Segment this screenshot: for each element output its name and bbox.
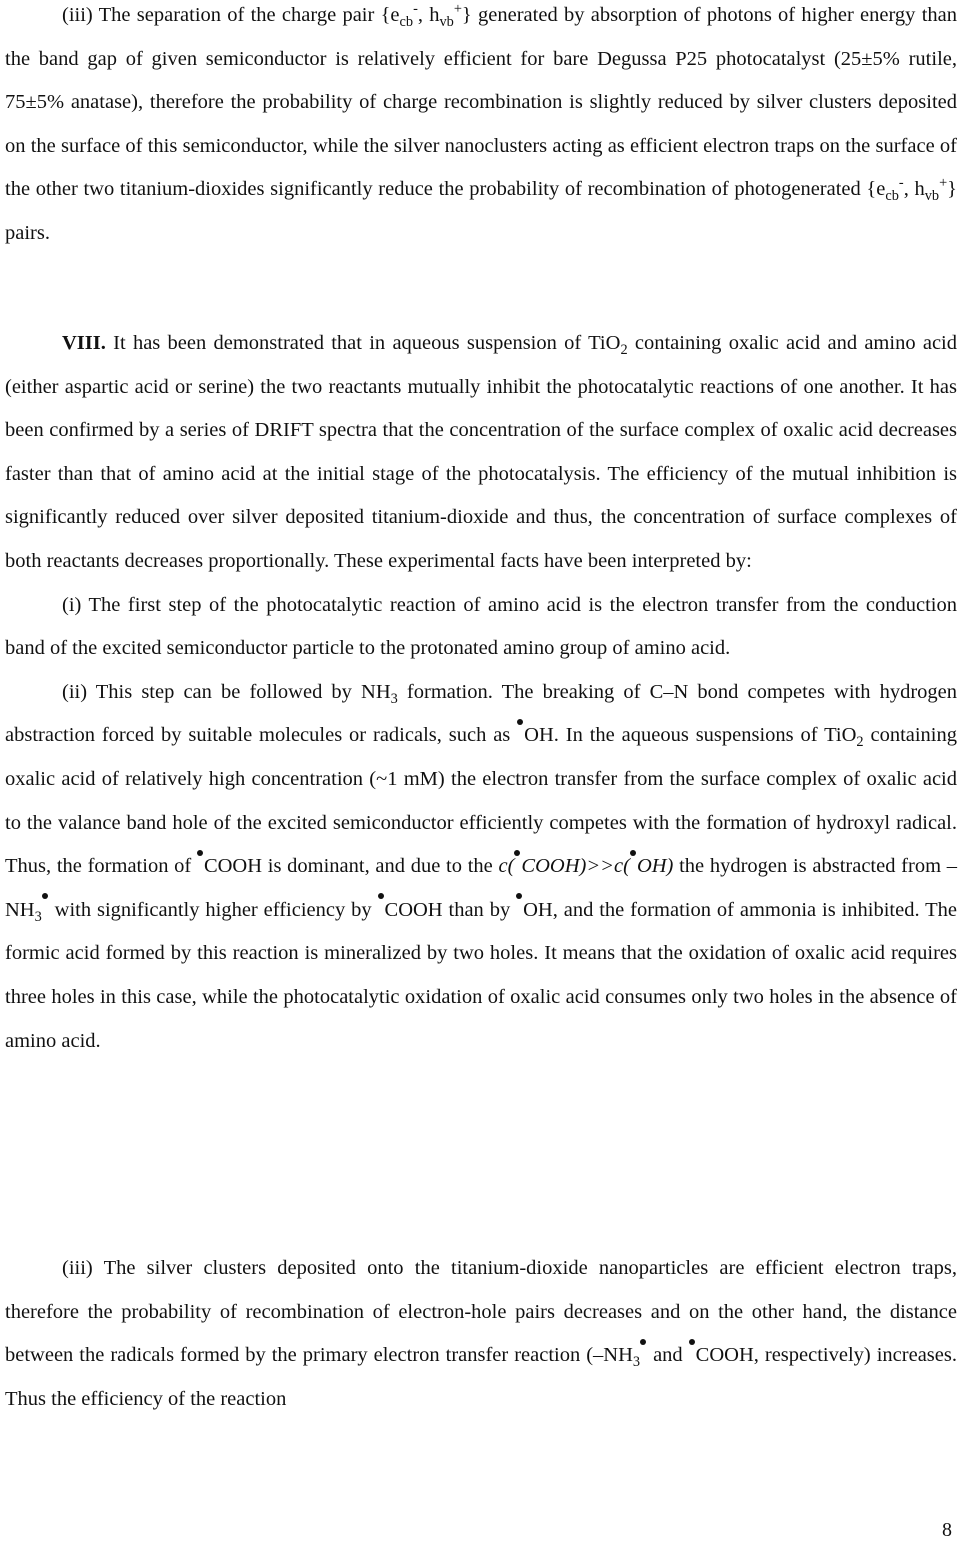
text-run: (ii) This step can be followed by NH xyxy=(62,680,391,703)
superscript-plus: + xyxy=(939,175,948,192)
text-run: , respectively) increases. Thus the efficiency of the reaction xyxy=(5,1344,957,1410)
subscript-2: 2 xyxy=(620,342,628,359)
text-run: COOH xyxy=(203,855,263,878)
radical-dot-icon xyxy=(517,719,523,725)
paragraph-viii-intro xyxy=(5,322,957,584)
radical-dot-icon xyxy=(689,1339,695,1345)
text-run: OH xyxy=(524,724,554,747)
superscript-minus: - xyxy=(413,1,418,18)
subscript-3: 3 xyxy=(390,690,398,707)
text-run: , and the formation of ammonia is inhibited. The formic acid formed by this reaction is mineralized by two holes. It means that the oxidation of oxalic acid requires three holes in this case, while the photocatalytic oxidation of oxalic acid consumes only two holes in the absence of amino acid. xyxy=(5,898,957,1052)
radical-dot-icon xyxy=(378,893,384,899)
section-viii xyxy=(5,322,957,1063)
text-run: COOH)>>c( xyxy=(521,855,630,878)
text-run: , h xyxy=(903,178,925,201)
radical-dot-icon xyxy=(640,1339,646,1345)
radical-dot-icon xyxy=(516,893,522,899)
subscript-vb: vb xyxy=(439,14,454,31)
text-run: the hydrogen is abstracted from –NH xyxy=(5,855,957,921)
paragraph-ii-nh3-formation xyxy=(5,671,957,1063)
paragraph-iii-charge-separation xyxy=(5,0,957,256)
text-run: formation. The breaking of C–N bond competes with hydrogen abstraction forced by suitable molecules or radicals, such as xyxy=(5,680,958,747)
text-run: It has been demonstrated that in aqueous suspension of TiO xyxy=(105,332,621,354)
text-run: (i) The first step of the photocatalytic reaction of amino acid is the electron transfer from the conduction band of the excited semiconductor particle to the protonated amino group of amino acid. xyxy=(5,593,957,660)
radical-dot-icon xyxy=(630,850,636,856)
italic-expression xyxy=(498,855,673,877)
text-run: OH xyxy=(523,898,553,921)
subscript-cb: cb xyxy=(399,14,414,31)
section-label: VIII. xyxy=(62,332,106,354)
page-number: 8 xyxy=(942,1519,952,1541)
subscript-3: 3 xyxy=(632,1354,641,1371)
subscript-3: 3 xyxy=(34,908,42,925)
text-run: and xyxy=(647,1344,689,1367)
text-run: } generated by absorption of photons of higher energy than the band gap of given semiconductor is relatively efficient for bare Degussa P25 photocatalyst (25±5% rutile, 75±5% anatase), therefore the probability of charge recombination is slightly reduced by silver clusters deposited on the surface of this semiconductor, while the silver nanoclusters acting as efficient electron traps on the surface of the other two titanium-dioxides significantly reduce the probability of recombination of photogenerated {e xyxy=(5,4,957,201)
text-run: COOH xyxy=(695,1344,754,1367)
text-run: COOH xyxy=(384,898,443,921)
text-run: } pairs. xyxy=(5,178,957,244)
text-run: containing oxalic acid and amino acid (either aspartic acid or serine) the two reactants mutually inhibit the photocatalytic reactions of one another. It has been confirmed by a series of DRIFT spectra that the concentration of the surface complex of oxalic acid decreases faster than that of amino acid at the initial stage of the photocatalysis. The efficiency of the mutual inhibition is significantly reduced over silver deposited titanium-dioxide and thus, the concentration of surface complexes of both reactants decreases proportionally. These experimental facts have been interpreted by: xyxy=(5,332,957,572)
subscript-2: 2 xyxy=(856,734,864,751)
text-run: containing oxalic acid of relatively high concentration (~1 mM) the electron transfer from the surface complex of oxalic acid to the valance band hole of the excited semiconductor efficiently competes with the formation of hydroxyl radical. Thus, the formation of xyxy=(5,724,958,878)
text-run: , h xyxy=(417,4,440,26)
text-run: . In the aqueous suspensions of TiO xyxy=(553,724,857,747)
text-run: (iii) The separation of the charge pair {e xyxy=(62,4,400,26)
text-run: (iii) The silver clusters deposited onto the titanium-dioxide nanoparticles are efficient electron traps, therefore the probability of recombination of electron-hole pairs decreases and on the other hand, the distance between the radicals formed by the primary electron transfer reaction (–NH xyxy=(5,1257,957,1367)
text-run: is dominant, and due to the xyxy=(262,855,499,878)
radical-dot-icon xyxy=(514,850,520,856)
radical-dot-icon xyxy=(42,893,48,899)
text-run: than by xyxy=(442,898,517,921)
subscript-cb: cb xyxy=(885,188,899,205)
subscript-vb: vb xyxy=(924,188,940,205)
text-run: OH) xyxy=(636,855,674,878)
superscript-minus: - xyxy=(898,175,904,192)
radical-dot-icon xyxy=(197,850,203,856)
paragraph-i-first-step xyxy=(5,584,957,671)
text-run: c( xyxy=(498,855,515,878)
superscript-plus: + xyxy=(453,1,462,18)
paragraph-iii-silver-clusters xyxy=(5,1247,957,1421)
text-run: with significantly higher efficiency by xyxy=(48,898,378,921)
